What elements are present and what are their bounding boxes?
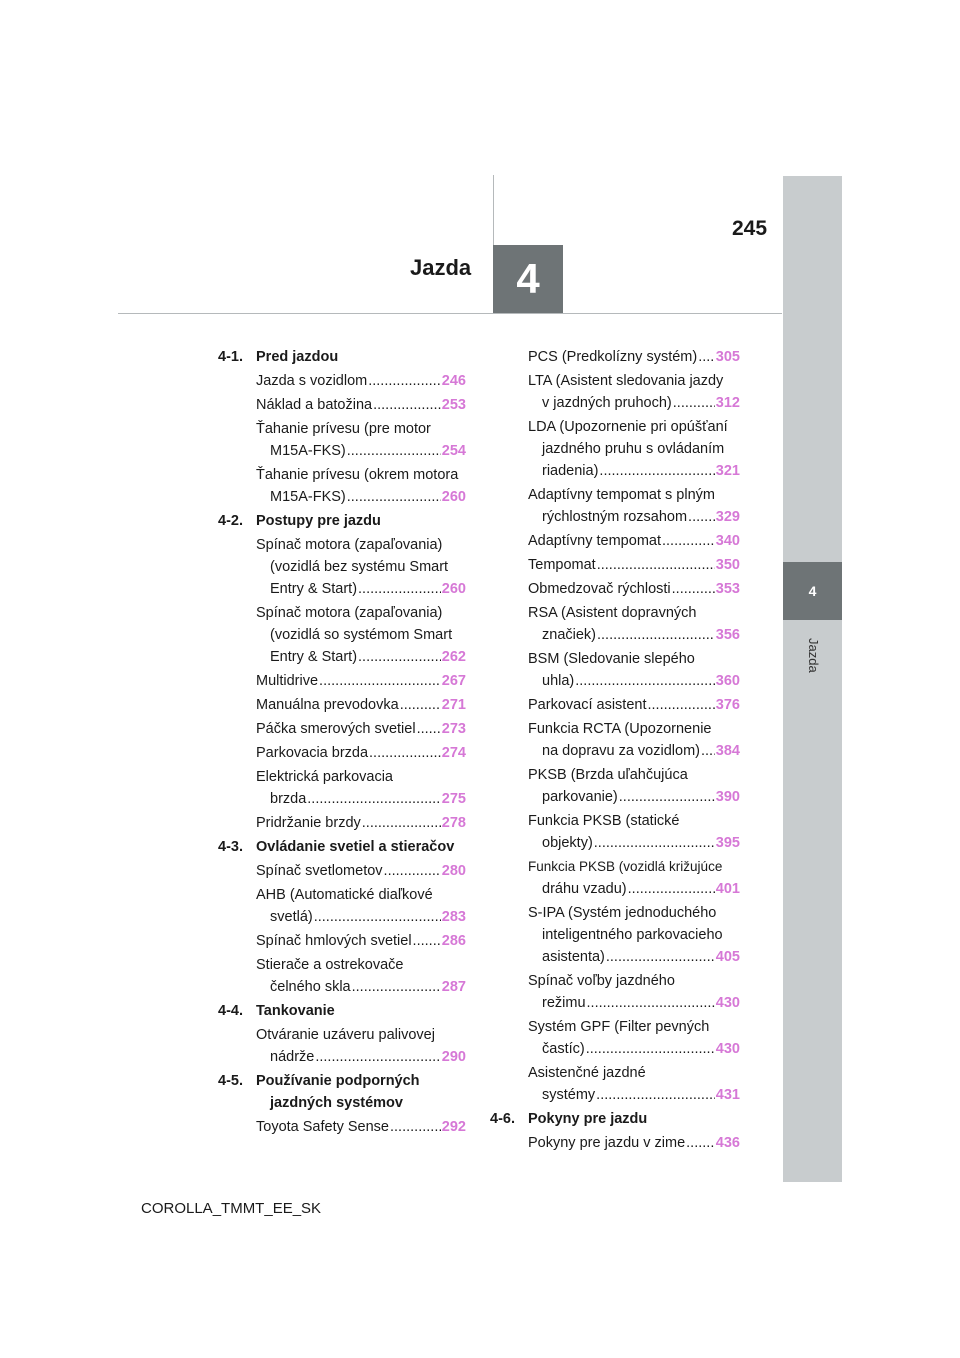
page-link[interactable]: 280	[441, 863, 466, 879]
page-link[interactable]: 395	[715, 835, 740, 851]
toc-entry[interactable]: PKSB (Brzda uľahčujúca parkovanie) ..... 390	[490, 764, 740, 808]
toc-entry[interactable]: S-IPA (Systém jednoduchého inteligentného parkovacieho asistenta) ..... 405	[490, 902, 740, 968]
toc-section: 4-6. Pokyny pre jazdu	[490, 1111, 648, 1127]
toc-entry[interactable]: Systém GPF (Filter pevných častíc) ..... 430	[490, 1016, 740, 1060]
toc-entry[interactable]: Funkcia RCTA (Upozornenie na dopravu za vozidlom) ..... 384	[490, 718, 740, 762]
toc-entry[interactable]: Jazda s vozidlom ..... 246	[218, 370, 466, 392]
toc-entry[interactable]: Spínač svetlometov ..... 280	[218, 860, 466, 882]
page-link[interactable]: 271	[441, 697, 466, 713]
page-link[interactable]: 260	[441, 489, 466, 505]
toc-entry[interactable]: Funkcia PKSB (statické objekty) ..... 395	[490, 810, 740, 854]
page-link[interactable]: 273	[441, 721, 466, 737]
toc-entry[interactable]: Adaptívny tempomat ..... 340	[490, 530, 740, 552]
page-link[interactable]: 262	[441, 649, 466, 665]
page-number: 245	[732, 217, 768, 240]
toc-entry[interactable]: Ťahanie prívesu (pre motor M15A-FKS) ..... 254	[218, 418, 466, 462]
toc-entry[interactable]: Spínač motora (zapaľovania) (vozidlá so systémom Smart Entry & Start) ..... 262	[218, 602, 466, 668]
page-link[interactable]: 436	[715, 1135, 740, 1151]
toc-entry[interactable]: Otváranie uzáveru palivovej nádrže ..... 290	[218, 1024, 466, 1068]
toc-section: 4-4. Tankovanie	[218, 1003, 335, 1019]
page-link[interactable]: 305	[715, 349, 740, 365]
toc-entry[interactable]: Manuálna prevodovka ..... 271	[218, 694, 466, 716]
page-link[interactable]: 405	[715, 949, 740, 965]
page-link[interactable]: 356	[715, 627, 740, 643]
toc-entry[interactable]: Obmedzovač rýchlosti ..... 353	[490, 578, 740, 600]
page-link[interactable]: 430	[715, 995, 740, 1011]
page-link[interactable]: 321	[715, 463, 740, 479]
page-link[interactable]: 283	[441, 909, 466, 925]
toc-entry[interactable]: AHB (Automatické diaľkové svetlá) ..... 283	[218, 884, 466, 928]
toc-entry[interactable]: Parkovacia brzda ..... 274	[218, 742, 466, 764]
toc-entry[interactable]: Funkcia PKSB (vozidlá križujúce dráhu vzadu) ..... 401	[490, 856, 740, 900]
page-link[interactable]: 275	[441, 791, 466, 807]
page-link[interactable]: 290	[441, 1049, 466, 1065]
page-link[interactable]: 246	[441, 373, 466, 389]
page-link[interactable]: 350	[715, 557, 740, 573]
page-link[interactable]: 287	[441, 979, 466, 995]
toc-entry[interactable]: Tempomat ..... 350	[490, 554, 740, 576]
page-link[interactable]: 360	[715, 673, 740, 689]
toc-entry[interactable]: Toyota Safety Sense ..... 292	[218, 1116, 466, 1138]
toc-entry[interactable]: Spínač voľby jazdného režimu ..... 430	[490, 970, 740, 1014]
header-vertical-rule	[493, 175, 494, 245]
toc-section: 4-3. Ovládanie svetiel a stieračov	[218, 839, 455, 855]
page-link[interactable]: 329	[715, 509, 740, 525]
page-link[interactable]: 312	[715, 395, 740, 411]
page-link[interactable]: 430	[715, 1041, 740, 1057]
toc-left-column	[218, 346, 466, 1140]
toc-entry[interactable]: Páčka smerových svetiel ..... 273	[218, 718, 466, 740]
page-link[interactable]: 267	[441, 673, 466, 689]
toc-section: 4-5. Používanie podporných jazdných systémov	[218, 1073, 420, 1111]
page-link[interactable]: 292	[441, 1119, 466, 1135]
toc-entry[interactable]: Ťahanie prívesu (okrem motora M15A-FKS) ..... 260	[218, 464, 466, 508]
toc-entry[interactable]: Parkovací asistent ..... 376	[490, 694, 740, 716]
toc-right-column	[490, 346, 740, 1156]
header-horizontal-rule	[118, 313, 782, 314]
page-link[interactable]: 253	[441, 397, 466, 413]
side-tab-number: 4	[783, 562, 842, 620]
page-link[interactable]: 390	[715, 789, 740, 805]
page-link[interactable]: 376	[715, 697, 740, 713]
toc-entry[interactable]: Elektrická parkovacia brzda ..... 275	[218, 766, 466, 810]
page-link[interactable]: 384	[715, 743, 740, 759]
toc-entry[interactable]: Pridržanie brzdy ..... 278	[218, 812, 466, 834]
document-id: COROLLA_TMMT_EE_SK	[141, 1200, 322, 1217]
page-link[interactable]: 353	[715, 581, 740, 597]
page-link[interactable]: 254	[441, 443, 466, 459]
toc-entry[interactable]: Stierače a ostrekovače čelného skla ..... 287	[218, 954, 466, 998]
toc-entry[interactable]: Asistenčné jazdné systémy ..... 431	[490, 1062, 740, 1106]
toc-entry[interactable]: Spínač hmlových svetiel ..... 286	[218, 930, 466, 952]
toc-entry[interactable]: BSM (Sledovanie slepého uhla) ..... 360	[490, 648, 740, 692]
toc-entry[interactable]: RSA (Asistent dopravných značiek) ..... 356	[490, 602, 740, 646]
chapter-title: Jazda	[410, 255, 472, 280]
chapter-number-box: 4	[493, 245, 563, 313]
toc-section: 4-1. Pred jazdou	[218, 349, 339, 365]
toc-entry[interactable]: Náklad a batožina ..... 253	[218, 394, 466, 416]
page-link[interactable]: 431	[715, 1087, 740, 1103]
toc-entry[interactable]: Multidrive ..... 267	[218, 670, 466, 692]
side-chapter-tab[interactable]	[783, 176, 842, 1182]
toc-entry[interactable]: LTA (Asistent sledovania jazdy v jazdných pruhoch) ..... 312	[490, 370, 740, 414]
toc-entry[interactable]: LDA (Upozornenie pri opúšťaní jazdného pruhu s ovládaním riadenia) ..... 321	[490, 416, 740, 482]
page-link[interactable]: 340	[715, 533, 740, 549]
page-link[interactable]: 274	[441, 745, 466, 761]
page-link[interactable]: 278	[441, 815, 466, 831]
page-link[interactable]: 260	[441, 581, 466, 597]
toc-entry[interactable]: Adaptívny tempomat s plným rýchlostným rozsahom ..... 329	[490, 484, 740, 528]
toc-section: 4-2. Postupy pre jazdu	[218, 513, 381, 529]
page-link[interactable]: 401	[715, 881, 740, 897]
page-link[interactable]: 286	[441, 933, 466, 949]
toc-entry[interactable]: Spínač motora (zapaľovania) (vozidlá bez systému Smart Entry & Start) ..... 260	[218, 534, 466, 600]
toc-entry[interactable]: PCS (Predkolízny systém) ..... 305	[490, 346, 740, 368]
side-tab-label: Jazda	[806, 638, 821, 673]
toc-entry[interactable]: Pokyny pre jazdu v zime ..... 436	[490, 1132, 740, 1154]
